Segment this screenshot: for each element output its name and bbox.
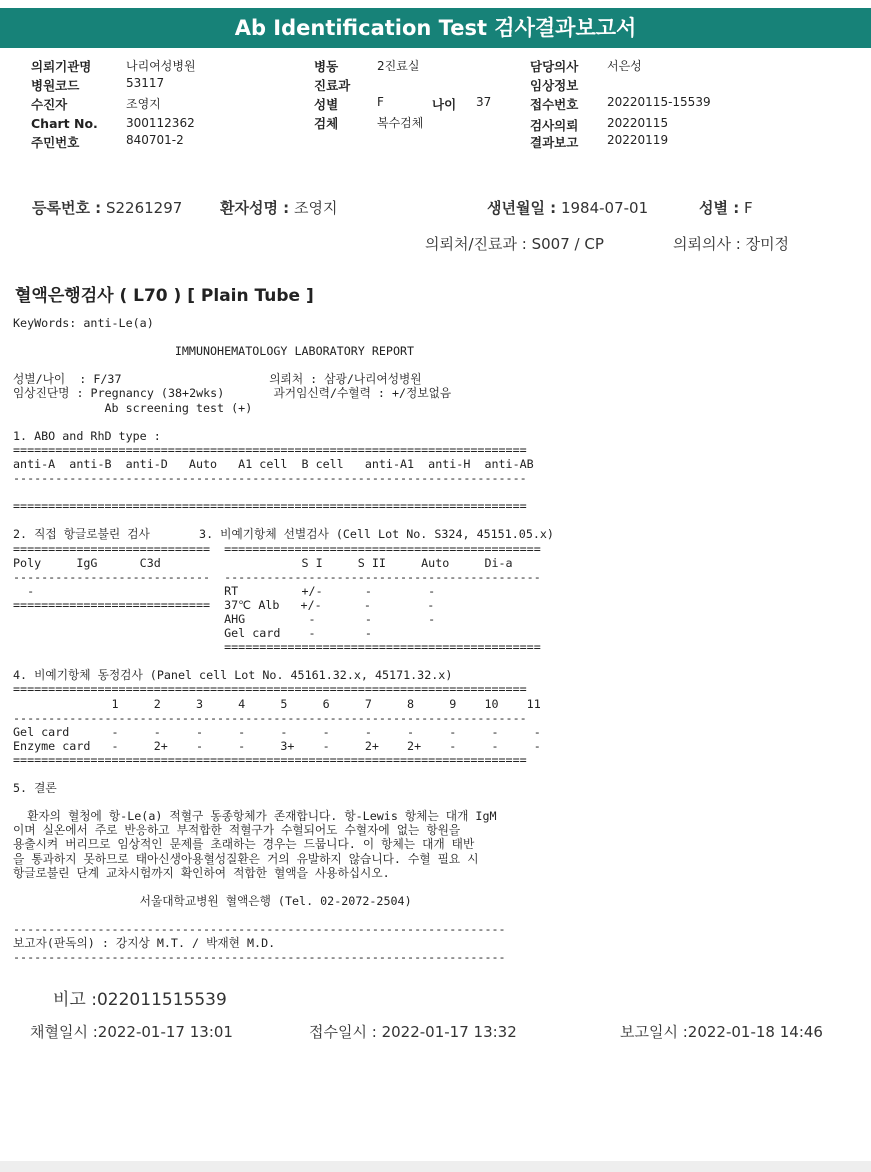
department-label: 진료과 (314, 78, 351, 93)
report-time-label: 보고일시 : (620, 1023, 688, 1041)
patient-sex-label: 성별 : (699, 199, 740, 217)
report-date-label: 결과보고 (530, 135, 579, 150)
hospital-code-value: 53117 (126, 76, 165, 90)
report-line: anti-A anti-B anti-D Auto A1 cell B cell anti-A1 anti-H anti-AB (13, 456, 534, 471)
report-line: 용출시켜 버리므로 임상적인 문제를 초래하는 경우는 드뭅니다. 이 항체는 대개 태반 (13, 837, 475, 852)
report-line: ============================ ============================================= (13, 541, 541, 556)
hospital-code-label: 병원코드 (31, 78, 80, 93)
request-date-value: 20220115 (607, 116, 669, 130)
physician-value: 서은성 (607, 59, 642, 73)
report-line (13, 908, 863, 922)
reg-no-value: S2261297 (105, 199, 183, 217)
dob-value: 1984-07-01 (560, 199, 649, 217)
test-title: 혈액은행검사 ( L70 ) [ Plain Tube ] (15, 286, 314, 306)
report-line (13, 485, 863, 499)
resident-no-label: 주민번호 (31, 135, 80, 150)
report-line: Ab screening test (+) (13, 400, 253, 415)
report-line: ---------------------------- --------------------------------------------- (13, 569, 541, 584)
report-line: 2. 직접 항글로불린 검사 3. 비예기항체 선별검사 (Cell Lot No. S324, 45151.05.x) (13, 527, 554, 542)
sex-label: 성별 (314, 97, 339, 112)
report-line: 항글로불린 단계 교차시험까지 확인하여 적합한 혈액을 사용하십시오. (13, 865, 390, 880)
report-line: Enzyme card - 2+ - - 3+ - 2+ 2+ - - - (13, 738, 541, 753)
dept-value: S007 / CP (531, 235, 604, 253)
collect-time-value: 2022-01-17 13:01 (97, 1023, 233, 1041)
bottom-bar (0, 1161, 871, 1172)
age-label: 나이 (432, 97, 457, 112)
report-line: ========================================================================= (13, 682, 527, 697)
report-line: ========================================================================= (13, 752, 527, 767)
ward-value: 2진료실 (377, 59, 420, 73)
resident-no-value: 840701-2 (126, 133, 184, 147)
report-line (13, 880, 863, 894)
dob-label: 생년월일 : (487, 199, 557, 217)
report-line: ---------------------------------------------------------------------- (13, 922, 506, 937)
chart-no-value: 300112362 (126, 116, 195, 130)
sex-value: F (377, 95, 384, 109)
report-line (13, 415, 863, 429)
patient-name-value: 조영지 (293, 199, 338, 217)
ward-label: 병동 (314, 59, 339, 74)
report-line: 서울대학교병원 혈액은행 (Tel. 02-2072-2504) (13, 893, 412, 908)
report-line: ========================================================================= (13, 499, 527, 514)
doctor-label: 의뢰의사 : (673, 235, 741, 253)
patient-sex-value: F (743, 199, 753, 217)
dept-label: 의뢰처/진료과 : (425, 235, 527, 253)
reg-no-label: 등록번호 : (32, 199, 102, 217)
report-line: - RT +/- - - (13, 583, 436, 598)
report-line: 을 통과하지 못하므로 태아신생아용혈성질환은 거의 유발하지 않습니다. 수혈 필요 시 (13, 851, 479, 866)
report-line: 4. 비예기항체 동정검사 (Panel cell Lot No. 45161.32.x, 45171.32.x) (13, 668, 453, 683)
report-line (13, 330, 863, 344)
report-line: ------------------------------------------------------------------------- (13, 710, 527, 725)
physician-label: 담당의사 (530, 59, 579, 74)
remark-label: 비고 : (53, 990, 97, 1010)
report-line: Poly IgG C3d S I S II Auto Di-a (13, 555, 513, 570)
report-line: KeyWords: anti-Le(a) (13, 316, 154, 330)
report-banner-title: Ab Identification Test 검사결과보고서 (0, 8, 871, 48)
report-line (13, 654, 863, 668)
remark-value: 022011515539 (96, 990, 227, 1010)
report-line: 이며 실온에서 주로 반응하고 부적합한 적혈구가 수혈되어도 수혈자에 없는 항원을 (13, 823, 461, 838)
report-time-value: 2022-01-18 14:46 (687, 1023, 823, 1041)
patient-name-label: 환자성명 : (220, 199, 290, 217)
report-line: ========================================================================= (13, 442, 527, 457)
collect-time-label: 채혈일시 : (30, 1023, 98, 1041)
receipt-no-value: 20220115-15539 (607, 95, 711, 109)
receipt-no-label: 접수번호 (530, 97, 579, 112)
report-line (13, 795, 863, 809)
receipt-time-value: 2022-01-17 13:32 (381, 1023, 517, 1041)
report-line: 임상진단명 : Pregnancy (38+2wks) 과거임신력/수혈력 : +/정보없음 (13, 386, 452, 401)
examinee-value: 조영지 (126, 97, 161, 111)
report-line: 1 2 3 4 5 6 7 8 9 10 11 (13, 696, 541, 711)
report-line (13, 358, 863, 372)
report-line (13, 767, 863, 781)
report-date-value: 20220119 (607, 133, 669, 147)
report-line: IMMUNOHEMATOLOGY LABORATORY REPORT (13, 344, 415, 359)
report-line: ============================ 37℃ Alb +/- - - (13, 597, 435, 612)
report-line: AHG - - - (13, 611, 436, 626)
specimen-value: 복수검체 (377, 116, 424, 130)
report-line: 환자의 혈청에 항-Le(a) 적혈구 동종항체가 존재합니다. 항-Lewis 항체는 대개 IgM (13, 809, 497, 824)
institution-value: 나리여성병원 (126, 59, 196, 73)
report-line (13, 513, 863, 527)
report-line: 보고자(판독의) : 강지상 M.T. / 박재현 M.D. (13, 936, 276, 951)
report-line: Gel card - - - - - - - - - - - (13, 724, 541, 739)
receipt-time-label: 접수일시 : (309, 1023, 377, 1041)
report-line: 1. ABO and RhD type : (13, 428, 161, 443)
report-body (13, 316, 863, 964)
examinee-label: 수진자 (31, 97, 68, 112)
report-line: ============================================= (13, 640, 541, 655)
institution-label: 의뢰기관명 (31, 59, 92, 74)
report-line: 5. 결론 (13, 781, 57, 796)
age-value: 37 (476, 95, 492, 109)
report-line: ---------------------------------------------------------------------- (13, 950, 506, 965)
chart-no-label: Chart No. (31, 116, 98, 131)
doctor-value: 장미정 (745, 235, 790, 253)
request-date-label: 검사의뢰 (530, 118, 579, 133)
clinical-info-label: 임상정보 (530, 78, 579, 93)
report-line: Gel card - - (13, 626, 372, 641)
specimen-label: 검체 (314, 116, 339, 131)
report-line: ------------------------------------------------------------------------- (13, 471, 527, 486)
report-line: 성별/나이 : F/37 의뢰처 : 삼광/나리여성병원 (13, 372, 422, 387)
